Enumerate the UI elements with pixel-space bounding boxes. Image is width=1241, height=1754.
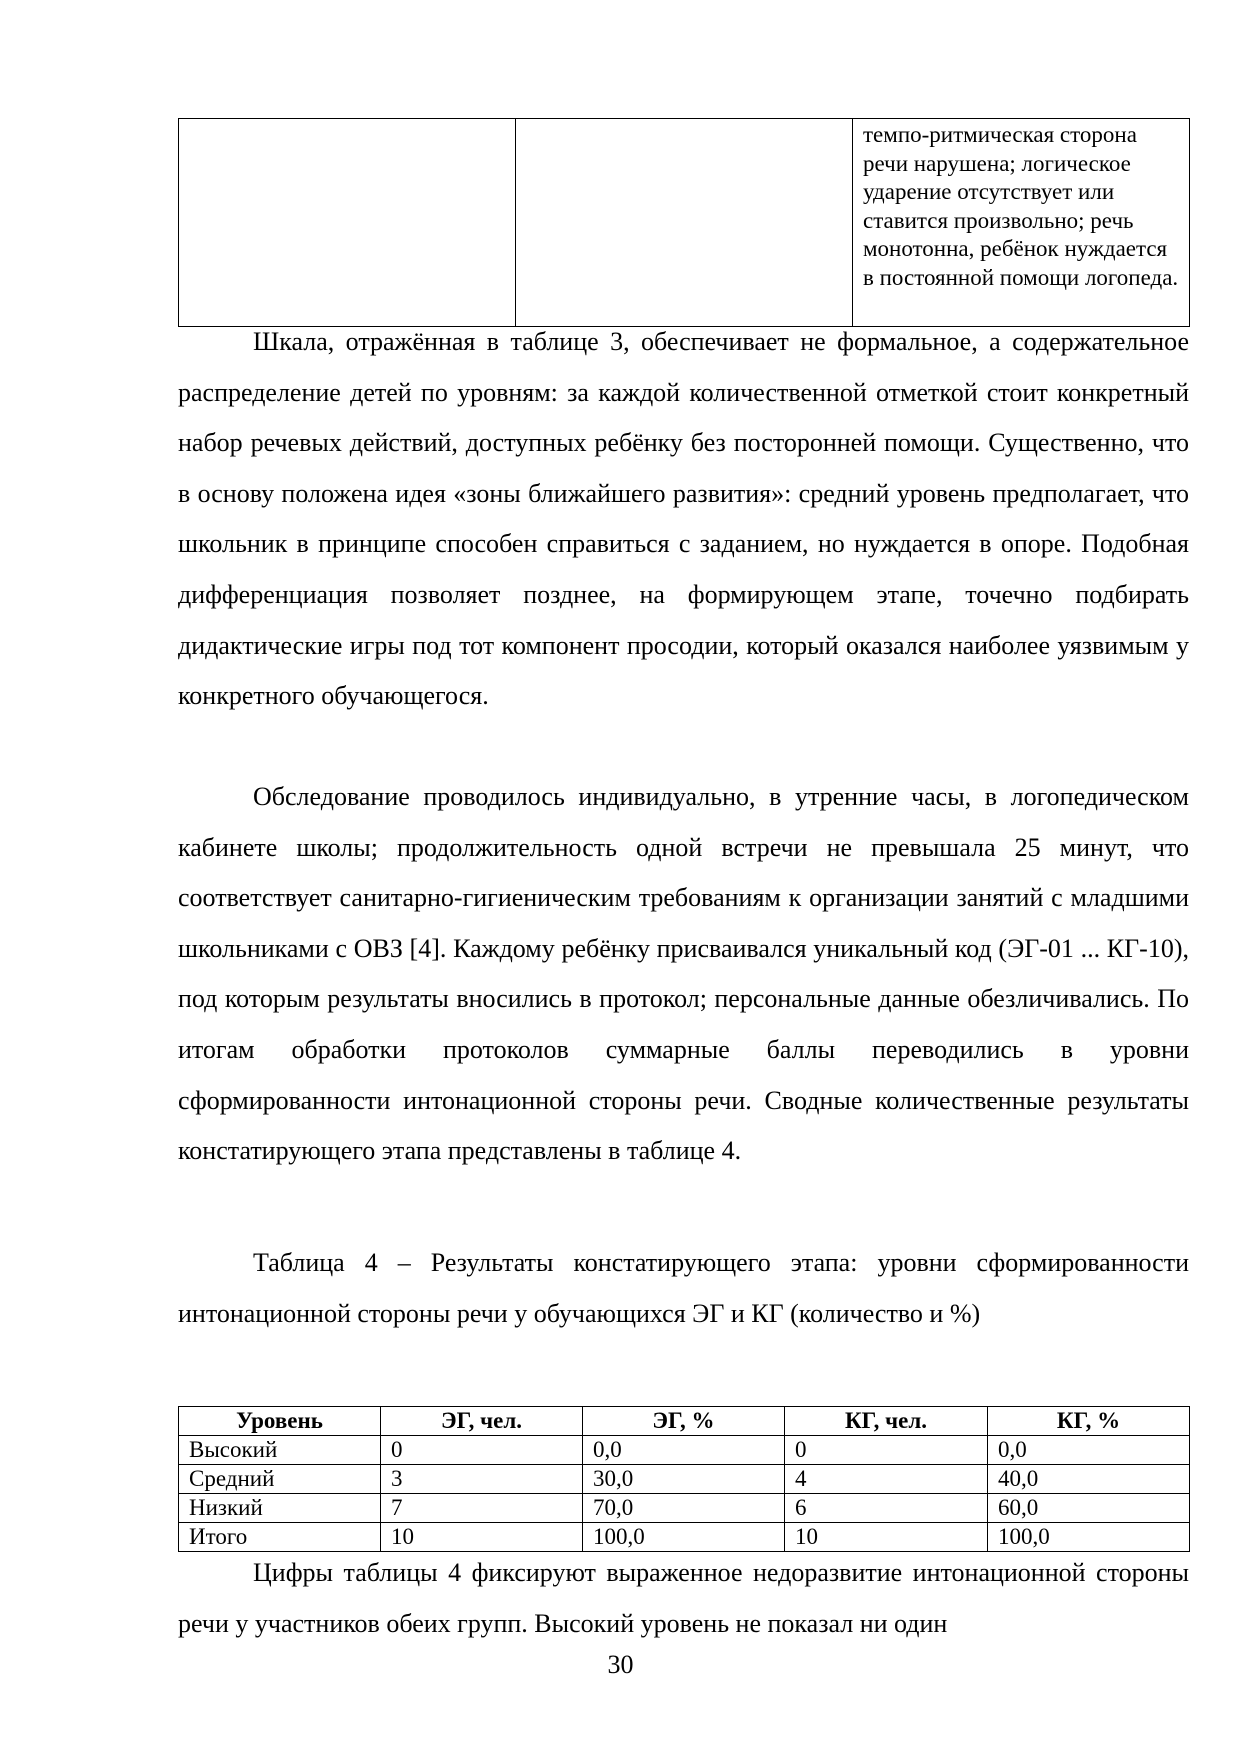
table-cell: Низкий: [179, 1494, 381, 1523]
table-row: [179, 1436, 1190, 1465]
table-header-row: [179, 1407, 1190, 1436]
table-cell: 3: [381, 1465, 583, 1494]
table-cell: 100,0: [988, 1523, 1190, 1552]
table-cell: темпо-ритмическая сторона речи нарушена; логическое ударение отсутствует или ставится произвольно; речь монотонна, ребёнок нуждается в постоянной помощи логопеда.: [853, 119, 1190, 327]
table-cell: 4: [785, 1465, 988, 1494]
column-header: КГ, чел.: [785, 1407, 988, 1436]
table-cell: 0,0: [583, 1436, 785, 1465]
table-cell: 6: [785, 1494, 988, 1523]
table-cell: [516, 119, 853, 327]
table-cell: 30,0: [583, 1465, 785, 1494]
table-cell: 60,0: [988, 1494, 1190, 1523]
table-cell: 10: [381, 1523, 583, 1552]
page-number: 30: [607, 1650, 634, 1679]
table-cell: 0: [381, 1436, 583, 1465]
table-cell: 0: [785, 1436, 988, 1465]
table-cell: 70,0: [583, 1494, 785, 1523]
body-paragraph: Цифры таблицы 4 фиксируют выраженное недоразвитие интонационной стороны речи у участников обеих групп. Высокий уровень не показал ни один: [178, 1558, 1189, 1638]
criteria-table-continuation: [178, 118, 1190, 327]
table-cell: Средний: [179, 1465, 381, 1494]
table-cell: 7: [381, 1494, 583, 1523]
column-header: Уровень: [179, 1407, 381, 1436]
table-cell: 0,0: [988, 1436, 1190, 1465]
column-header: ЭГ, чел.: [381, 1407, 583, 1436]
results-table: [178, 1406, 1190, 1552]
table-row: [179, 119, 1190, 327]
column-header: КГ, %: [988, 1407, 1190, 1436]
table-cell: 10: [785, 1523, 988, 1552]
body-paragraph: Шкала, отражённая в таблице 3, обеспечивает не формальное, а содержательное распределение детей по уровням: за каждой количественной отметкой стоит конкретный набор речевых действий, доступных ребёнку без посторонней помощи. Существенно, что в основу положена идея «зоны ближайшего развития»: средний уровень предполагает, что школьник в принципе способен справиться с заданием, но нуждается в опоре. Подобная дифференциация позволяет позднее, на формирующем этапе, точечно подбирать дидактические игры под тот компонент просодии, который оказался наиболее уязвимым у конкретного обучающегося.: [178, 327, 1189, 711]
table-cell: Высокий: [179, 1436, 381, 1465]
table-cell: [179, 119, 516, 327]
table-cell: 40,0: [988, 1465, 1190, 1494]
table-caption: Таблица 4 – Результаты констатирующего этапа: уровни сформированности интонационной стороны речи у обучающихся ЭГ и КГ (количество и %): [178, 1248, 1189, 1328]
column-header: ЭГ, %: [583, 1407, 785, 1436]
table-cell: 100,0: [583, 1523, 785, 1552]
table-cell: Итого: [179, 1523, 381, 1552]
table-row: [179, 1494, 1190, 1523]
body-paragraph: Обследование проводилось индивидуально, в утренние часы, в логопедическом кабинете школы; продолжительность одной встречи не превышала 25 минут, что соответствует санитарно-гигиеническим требованиям к организации занятий с младшими школьниками с ОВЗ [4]. Каждому ребёнку присваивался уникальный код (ЭГ-01 ... КГ-10), под которым результаты вносились в протокол; персональные данные обезличивались. По итогам обработки протоколов суммарные баллы переводились в уровни сформированности интонационной стороны речи. Сводные количественные результаты констатирующего этапа представлены в таблице 4.: [178, 782, 1189, 1166]
table-row: [179, 1465, 1190, 1494]
